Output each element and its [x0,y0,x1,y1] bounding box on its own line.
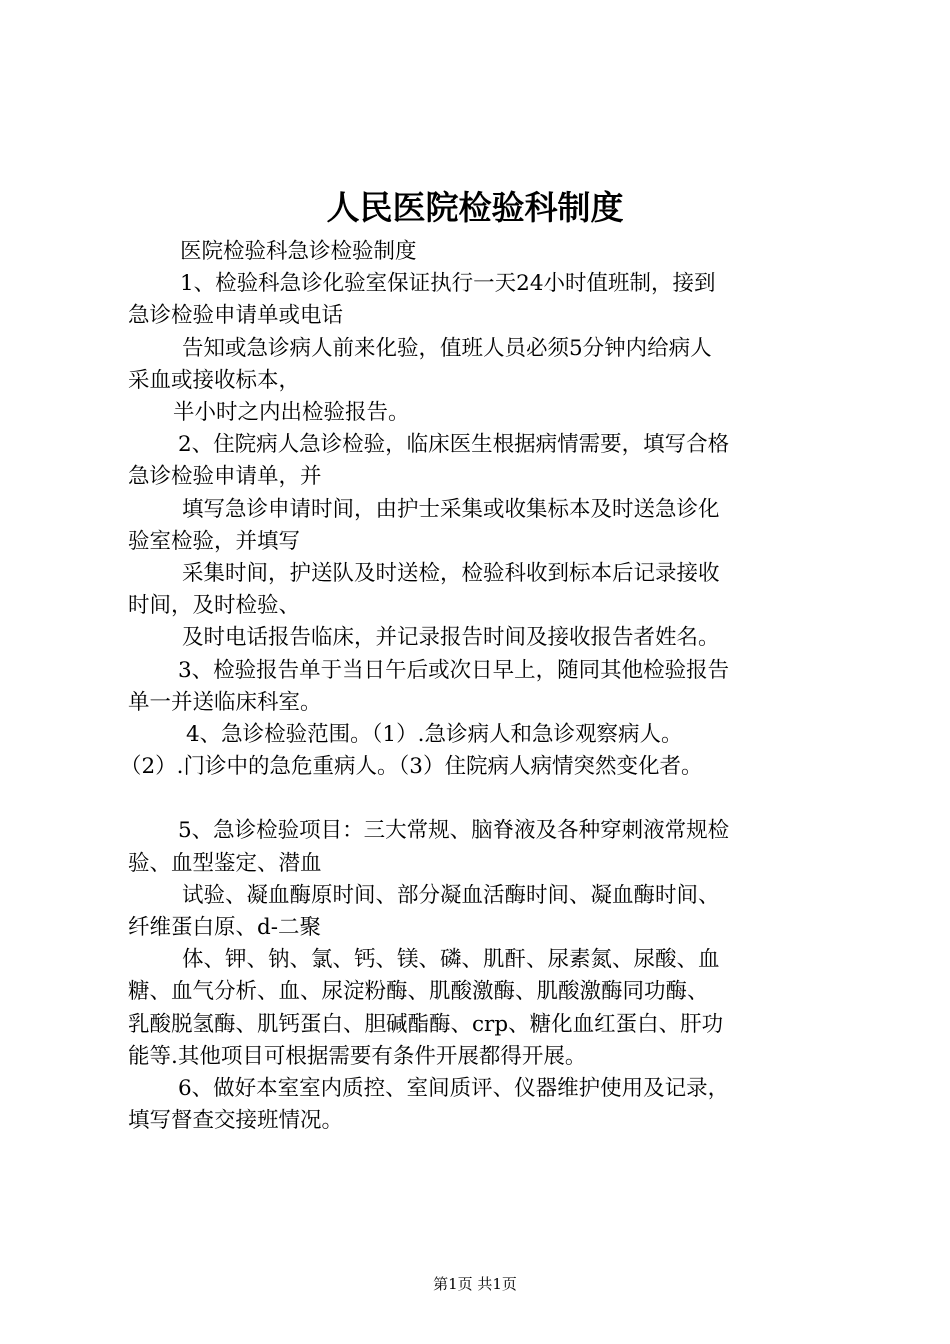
body-line: 验室检验，并填写 [128,528,301,554]
body-line: 半小时之内出检验报告。 [173,400,410,426]
paragraph-gap [128,783,836,815]
body-line: 5、急诊检验项目：三大常规、脑脊液及各种穿刺液常规检 [178,818,730,844]
body-line: 1、检验科急诊化验室保证执行一天24小时值班制，接到 [180,271,716,297]
body-line: 6、做好本室室内质控、室间质评、仪器维护使用及记录， [178,1076,730,1102]
body-line: 乳酸脱氢酶、肌钙蛋白、胆碱酯酶、crp、糖化血红蛋白、肝功 [128,1011,724,1037]
body-line: （2）.门诊中的急危重病人。（3）住院病人病情突然变化者。 [120,754,703,780]
body-line: 医院检验科急诊检验制度 [180,239,417,264]
body-line: 填写督查交接班情况。 [128,1108,344,1134]
body-line: 2、住院病人急诊检验，临床医生根据病情需要，填写合格 [178,432,730,458]
body-line: 采血或接收标本， [128,367,301,393]
body-line: 急诊检验申请单或电话 [128,303,344,329]
body-line: 采集时间，护送队及时送检，检验科收到标本后记录接收 [182,561,720,587]
body-line: 验、血型鉴定、潜血 [128,850,322,876]
body-line: 告知或急诊病人前来化验，值班人员必须5分钟内给病人 [182,335,712,361]
body-line: 及时电话报告临床，并记录报告时间及接收报告者姓名。 [182,625,720,651]
document-title: 人民医院检验科制度 [326,188,624,227]
body-line: 3、检验报告单于当日午后或次日早上，随同其他检验报告 [178,657,730,683]
body-line: 急诊检验申请单，并 [128,464,322,490]
body-line: 体、钾、钠、氯、钙、镁、磷、肌酐、尿素氮、尿酸、血 [182,947,720,973]
body-line: 填写急诊申请时间，由护士采集或收集标本及时送急诊化 [182,496,720,522]
body-line: 糖、血气分析、血、尿淀粉酶、肌酸激酶、肌酸激酶同功酶、 [128,979,709,1005]
body-line: 4、急诊检验范围。（1）.急诊病人和急诊观察病人。 [186,722,683,748]
body-line: 时间，及时检验、 [128,593,301,619]
body-line: 能等.其他项目可根据需要有条件开展都得开展。 [128,1043,587,1069]
body-line: 试验、凝血酶原时间、部分凝血活酶时间、凝血酶时间、 [182,882,720,908]
body-line: 纤维蛋白原、d-二聚 [128,915,322,941]
page-number: 第1页 共1页 [433,1275,517,1293]
document-body [120,236,836,1137]
body-line: 单一并送临床科室。 [128,689,322,715]
